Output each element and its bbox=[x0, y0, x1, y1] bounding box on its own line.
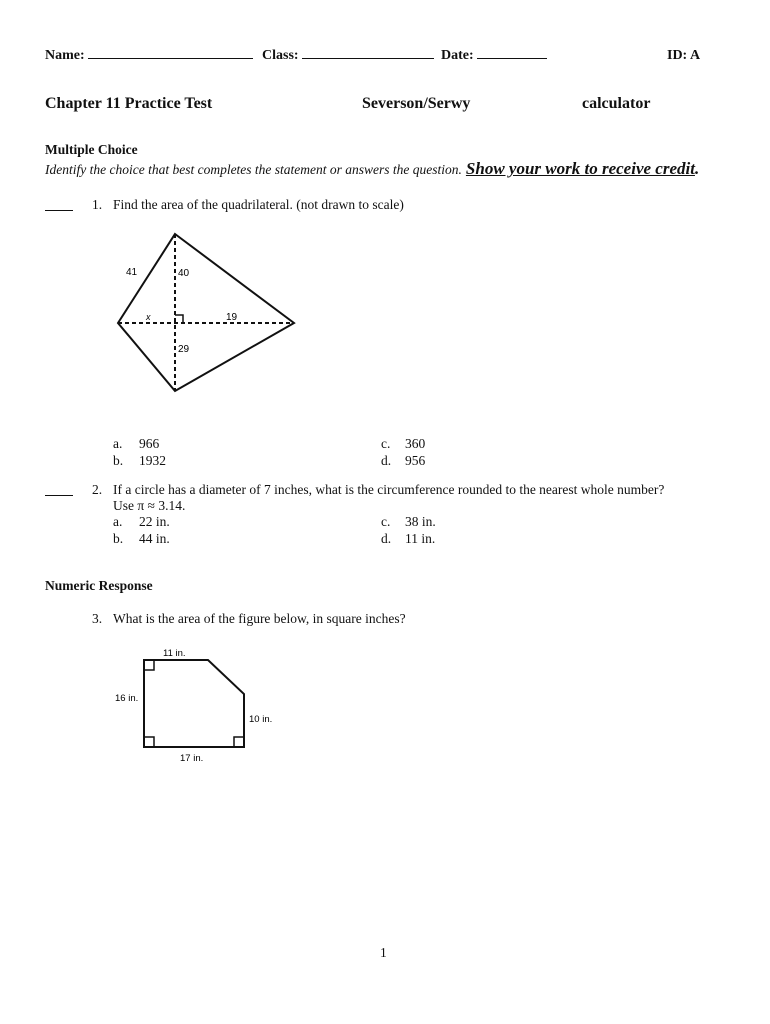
q1-label-right: 19 bbox=[226, 312, 238, 323]
choice-letter: d. bbox=[381, 453, 392, 468]
instructions-line bbox=[45, 159, 699, 179]
q1-choice-c bbox=[381, 436, 426, 452]
pentagon-figure bbox=[110, 644, 285, 769]
q2-choice-b bbox=[113, 531, 170, 547]
credit-period: . bbox=[694, 159, 700, 178]
q1-label-top: 40 bbox=[178, 268, 190, 279]
q1-number: 1. bbox=[92, 197, 103, 212]
q2-choice-a bbox=[113, 514, 170, 530]
q1-text: Find the area of the quadrilateral. (not drawn to scale) bbox=[113, 197, 404, 212]
quadrilateral-figure bbox=[110, 226, 305, 396]
choice-value: 1932 bbox=[139, 453, 166, 468]
name-blank[interactable] bbox=[88, 58, 253, 59]
q1-choice-a bbox=[113, 436, 160, 452]
answer-blank-q2[interactable] bbox=[45, 495, 73, 496]
choice-letter: c. bbox=[381, 436, 391, 451]
page-number: 1 bbox=[380, 945, 387, 960]
choice-letter: b. bbox=[113, 531, 124, 546]
class-blank[interactable] bbox=[302, 58, 434, 59]
chapter-title: Chapter 11 Practice Test bbox=[45, 95, 213, 112]
choice-letter: b. bbox=[113, 453, 124, 468]
date-label: Date: bbox=[441, 48, 474, 63]
q2-use-pi: Use π ≈ 3.14. bbox=[113, 498, 186, 513]
class-label: Class: bbox=[262, 48, 299, 63]
q1-label-bottom: 29 bbox=[178, 344, 190, 355]
choice-value: 11 in. bbox=[405, 531, 436, 546]
choice-value: 44 in. bbox=[139, 531, 170, 546]
q2-choice-c bbox=[381, 514, 436, 530]
choice-value: 360 bbox=[405, 436, 426, 451]
instructions: Identify the choice that best completes the statement or answers the question. bbox=[45, 162, 462, 177]
q1-label-x: x bbox=[146, 312, 151, 322]
choice-value: 956 bbox=[405, 453, 426, 468]
q1-choice-b bbox=[113, 453, 166, 469]
q3-number: 3. bbox=[92, 611, 103, 626]
q2-choice-d bbox=[381, 531, 436, 547]
q2-text: If a circle has a diameter of 7 inches, what is the circumference rounded to the nearest whole number? bbox=[113, 482, 665, 497]
date-field[interactable] bbox=[441, 48, 547, 64]
choice-value: 966 bbox=[139, 436, 160, 451]
numeric-response-heading: Numeric Response bbox=[45, 578, 153, 593]
choice-letter: a. bbox=[113, 436, 123, 451]
calculator-note: calculator bbox=[582, 95, 651, 112]
multiple-choice-heading: Multiple Choice bbox=[45, 142, 138, 157]
q3-label-top: 11 in. bbox=[163, 648, 186, 659]
q2-number: 2. bbox=[92, 482, 103, 497]
choice-letter: a. bbox=[113, 514, 123, 529]
answer-blank-q1[interactable] bbox=[45, 210, 73, 211]
id-label: ID: A bbox=[667, 48, 701, 63]
q3-text: What is the area of the figure below, in square inches? bbox=[113, 611, 406, 626]
name-field[interactable] bbox=[45, 48, 253, 64]
date-blank[interactable] bbox=[477, 58, 547, 59]
name-label: Name: bbox=[45, 48, 85, 63]
authors: Severson/Serwy bbox=[362, 95, 471, 112]
class-field[interactable] bbox=[262, 48, 434, 64]
choice-value: 22 in. bbox=[139, 514, 170, 529]
q1-choice-d bbox=[381, 453, 426, 469]
q1-label-side: 41 bbox=[126, 267, 138, 278]
q3-label-left: 16 in. bbox=[115, 693, 139, 704]
q3-label-bottom: 17 in. bbox=[180, 753, 204, 764]
q3-label-right: 10 in. bbox=[249, 714, 273, 725]
credit-note: Show your work to receive credit bbox=[465, 159, 695, 178]
choice-value: 38 in. bbox=[405, 514, 436, 529]
choice-letter: c. bbox=[381, 514, 391, 529]
choice-letter: d. bbox=[381, 531, 392, 546]
